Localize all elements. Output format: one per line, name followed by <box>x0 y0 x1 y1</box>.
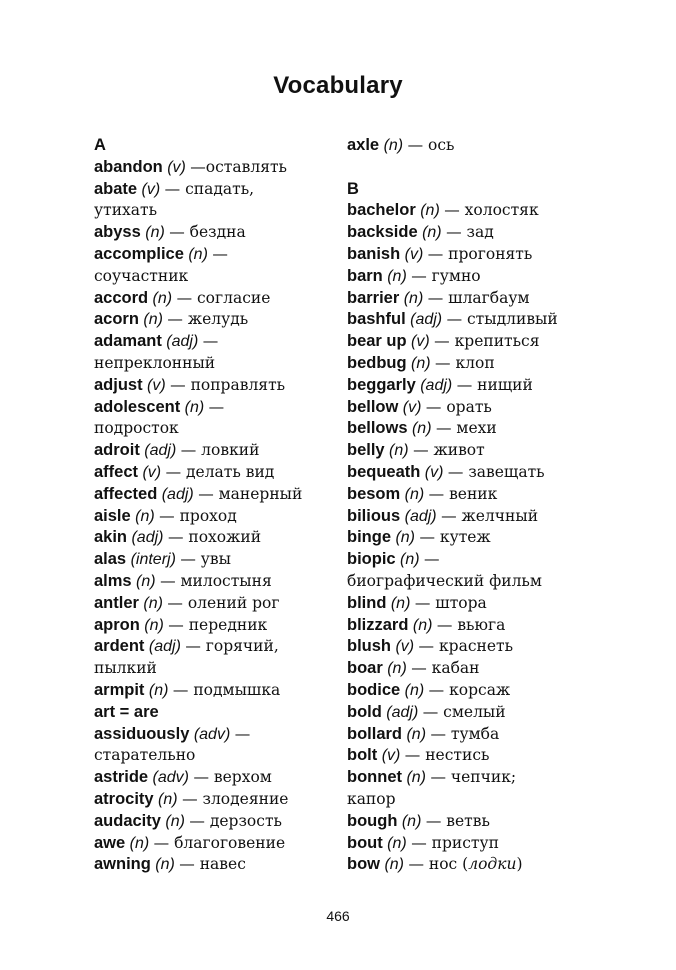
translation: капор <box>347 789 396 808</box>
headword: bellow <box>347 397 399 416</box>
headword: armpit <box>94 680 145 699</box>
translation: — злодеяние <box>182 789 289 808</box>
part-of-speech: (n) <box>139 616 169 634</box>
part-of-speech: (n) <box>382 834 412 852</box>
vocab-line <box>94 157 332 179</box>
headword: bilious <box>347 506 401 525</box>
translation: старательно <box>94 746 196 765</box>
translation: соучастник <box>94 266 189 285</box>
part-of-speech: (v) <box>377 747 405 765</box>
translation: — желчный <box>441 506 539 525</box>
headword: biopic <box>347 550 396 569</box>
vocabulary-column-left <box>94 135 332 876</box>
vocab-line <box>347 615 597 637</box>
vocab-line <box>94 222 332 244</box>
headword: bear up <box>347 332 407 351</box>
vocab-line <box>347 418 597 440</box>
translation: — передник <box>168 615 268 634</box>
headword: adroit <box>94 441 140 460</box>
headword: bollard <box>347 724 403 743</box>
translation: — <box>424 550 440 569</box>
headword: besom <box>347 484 401 503</box>
part-of-speech: (n) <box>138 311 168 329</box>
translation: — манерный <box>198 484 303 503</box>
headword: antler <box>94 593 139 612</box>
part-of-speech: (v) <box>138 463 166 481</box>
headword: awe <box>94 833 126 852</box>
translation: непреклонный <box>94 353 216 372</box>
part-of-speech: (n) <box>417 224 447 242</box>
headword: bodice <box>347 680 401 699</box>
vocab-line <box>94 266 332 288</box>
translation: — шлагбаум <box>427 288 530 307</box>
vocab-line <box>94 615 332 637</box>
vocab-line <box>94 549 332 571</box>
headword: art = are <box>94 702 159 721</box>
translation: — благоговение <box>153 833 286 852</box>
headword: bold <box>347 702 382 721</box>
part-of-speech: (n) <box>408 616 437 634</box>
translation: — бездна <box>169 223 246 242</box>
vocab-line <box>94 397 332 419</box>
vocab-line <box>94 789 332 811</box>
headword: belly <box>347 441 385 460</box>
translation: — чепчик; <box>430 768 517 787</box>
headword: backside <box>347 223 418 242</box>
vocab-line <box>347 135 597 157</box>
translation: — мехи <box>435 419 497 438</box>
headword: B <box>347 179 359 198</box>
headword: axle <box>347 136 380 154</box>
vocab-line <box>94 375 332 397</box>
vocab-line <box>94 506 332 528</box>
part-of-speech: (adv) <box>148 769 194 787</box>
part-of-speech: (n) <box>160 812 190 830</box>
part-of-speech: (adv) <box>189 725 235 743</box>
translation: — завещать <box>447 462 545 481</box>
part-of-speech: (n) <box>384 442 414 460</box>
vocab-line <box>94 527 332 549</box>
translation: — нестись <box>404 746 490 765</box>
translation: — ветвь <box>425 811 490 830</box>
part-of-speech: (n) <box>140 224 170 242</box>
vocab-line <box>347 462 597 484</box>
vocab-line <box>347 724 597 746</box>
part-of-speech: (n) <box>138 594 168 612</box>
page-number: 466 <box>326 908 350 924</box>
part-of-speech: (adj) <box>381 703 423 721</box>
translation: утихать <box>94 201 158 220</box>
vocab-line <box>347 636 597 658</box>
vocab-line <box>94 244 332 266</box>
headword: beggarly <box>347 375 416 394</box>
translation: — штора <box>414 593 487 612</box>
headword: bellows <box>347 419 408 438</box>
vocab-line <box>347 375 597 397</box>
headword: astride <box>94 768 149 787</box>
vocab-line <box>94 353 332 375</box>
translation: — приступ <box>411 833 499 852</box>
part-of-speech: (n) <box>148 289 177 307</box>
translation: — горячий, <box>185 637 279 656</box>
headword: abyss <box>94 223 141 242</box>
vocab-line <box>94 593 332 615</box>
part-of-speech: (adj) <box>400 507 442 525</box>
part-of-speech: (n) <box>144 681 173 699</box>
vocab-line <box>94 724 332 746</box>
headword: alas <box>94 550 127 569</box>
headword: adolescent <box>94 397 181 416</box>
vocab-line <box>347 484 597 506</box>
headword: ardent <box>94 637 145 656</box>
translation: — <box>202 332 219 351</box>
translation: — веник <box>428 484 498 503</box>
headword: assiduously <box>94 724 190 743</box>
vocab-line <box>347 353 597 375</box>
headword: bequeath <box>347 462 421 481</box>
vocabulary-column-right <box>347 135 597 876</box>
part-of-speech: (n) <box>402 769 431 787</box>
part-of-speech: (n) <box>406 354 436 372</box>
vocab-line <box>347 702 597 724</box>
vocab-line <box>94 680 332 702</box>
translation: — зад <box>446 223 494 242</box>
headword: bedbug <box>347 353 407 372</box>
part-of-speech: (n) <box>400 485 429 503</box>
translation: — похожий <box>167 528 262 547</box>
translation: — тумба <box>430 724 500 743</box>
part-of-speech: (v) <box>400 245 428 263</box>
vocab-line <box>347 833 597 855</box>
translation: — краснеть <box>418 637 514 656</box>
vocab-line <box>347 745 597 767</box>
part-of-speech: (n) <box>407 420 436 438</box>
translation: — гумно <box>411 266 481 285</box>
headword: blind <box>347 593 387 612</box>
translation: — орать <box>425 397 492 416</box>
translation: — спадать, <box>164 179 255 198</box>
headword: abandon <box>94 157 163 176</box>
headword: bout <box>347 833 383 852</box>
headword: bonnet <box>347 768 402 787</box>
headword: accomplice <box>94 244 184 263</box>
translation: — подмышка <box>172 680 281 699</box>
vocab-line <box>347 244 597 266</box>
vocab-line <box>347 854 597 876</box>
vocab-line <box>347 266 597 288</box>
translation: — нос ( <box>408 855 469 874</box>
vocab-line <box>94 854 332 876</box>
translation: — живот <box>413 441 485 460</box>
blank-line <box>347 157 597 179</box>
vocab-line <box>347 440 597 462</box>
part-of-speech: (n) <box>130 507 160 525</box>
headword: banish <box>347 244 401 263</box>
part-of-speech: (n) <box>183 245 213 263</box>
translation: — <box>208 397 225 416</box>
translation: — милостыня <box>160 571 272 590</box>
part-of-speech: (adj) <box>157 485 199 503</box>
translation: — крепиться <box>434 332 540 351</box>
part-of-speech: (adj) <box>161 333 203 351</box>
vocab-line <box>347 288 597 310</box>
vocab-line <box>347 593 597 615</box>
vocab-line <box>347 179 597 201</box>
vocab-line <box>94 331 332 353</box>
part-of-speech: (adj) <box>127 529 168 547</box>
part-of-speech: (n) <box>180 398 209 416</box>
vocab-line <box>94 309 332 331</box>
vocab-line <box>347 789 597 811</box>
part-of-speech: (interj) <box>126 551 181 569</box>
vocab-line <box>94 135 332 157</box>
part-of-speech: (n) <box>386 594 415 612</box>
translation: — делать вид <box>165 462 275 481</box>
part-of-speech: (n) <box>150 856 180 874</box>
vocab-line <box>94 179 332 201</box>
translation: — верхом <box>193 768 272 787</box>
part-of-speech: (adj) <box>405 311 447 329</box>
vocab-line <box>94 200 332 222</box>
part-of-speech: (v) <box>406 333 435 351</box>
part-of-speech: (n) <box>400 681 429 699</box>
headword: affected <box>94 484 158 503</box>
headword: awning <box>94 855 151 874</box>
part-of-speech: (n) <box>379 137 408 154</box>
headword: boar <box>347 659 383 678</box>
translation: — ось <box>407 136 455 154</box>
vocab-line <box>94 833 332 855</box>
translation: подросток <box>94 419 179 438</box>
vocab-line <box>94 440 332 462</box>
headword: blizzard <box>347 615 409 634</box>
part-of-speech: (v) <box>142 376 171 394</box>
part-of-speech: (n) <box>397 812 426 830</box>
translation: — ловкий <box>180 441 260 460</box>
vocab-line <box>94 658 332 680</box>
part-of-speech: (n) <box>380 856 409 874</box>
vocab-line <box>94 484 332 506</box>
vocab-line <box>347 549 597 571</box>
headword: binge <box>347 528 391 547</box>
part-of-speech: (v) <box>398 398 426 416</box>
translation: биографический фильм <box>347 571 542 590</box>
part-of-speech: (n) <box>382 660 412 678</box>
part-of-speech: (n) <box>391 529 420 547</box>
translation: — клоп <box>435 353 495 372</box>
translation: — вьюга <box>436 615 506 634</box>
translation: — <box>212 244 228 263</box>
headword: barn <box>347 266 383 285</box>
headword: akin <box>94 528 128 547</box>
vocab-line <box>94 767 332 789</box>
translation: — проход <box>159 506 237 525</box>
translation: — кабан <box>411 659 480 678</box>
translation: — холостяк <box>444 201 539 220</box>
headword: bashful <box>347 310 406 329</box>
part-of-speech: (n) <box>131 572 161 590</box>
vocab-line <box>94 571 332 593</box>
headword: alms <box>94 571 132 590</box>
vocab-line <box>94 702 332 724</box>
translation: — дерзость <box>189 811 282 830</box>
headword: apron <box>94 615 140 634</box>
vocab-line <box>347 222 597 244</box>
translation: ) <box>516 855 523 874</box>
part-of-speech: (n) <box>125 834 154 852</box>
vocab-line <box>347 658 597 680</box>
part-of-speech: (n) <box>382 267 412 285</box>
headword: bachelor <box>347 201 416 220</box>
part-of-speech: (n) <box>399 289 428 307</box>
headword: affect <box>94 462 139 481</box>
headword: adjust <box>94 375 143 394</box>
translation: — поправлять <box>170 375 286 394</box>
translation: — желудь <box>167 310 249 329</box>
vocab-line <box>347 680 597 702</box>
headword: atrocity <box>94 789 154 808</box>
vocab-line <box>347 811 597 833</box>
headword: bow <box>347 855 380 874</box>
translation: — олений рог <box>167 593 280 612</box>
vocab-line <box>347 397 597 419</box>
headword: aisle <box>94 506 131 525</box>
vocab-line <box>94 462 332 484</box>
part-of-speech: (v) <box>162 158 191 176</box>
vocab-line <box>347 767 597 789</box>
headword: accord <box>94 288 149 307</box>
headword: bolt <box>347 746 378 765</box>
headword: acorn <box>94 310 139 329</box>
vocab-line <box>347 331 597 353</box>
translation: — нищий <box>456 375 533 394</box>
translation: — стыдливый <box>446 310 558 329</box>
translation: — навес <box>179 855 246 874</box>
vocab-line <box>94 811 332 833</box>
part-of-speech: (v) <box>137 180 165 198</box>
headword: bough <box>347 811 398 830</box>
headword: blush <box>347 637 391 656</box>
headword: abate <box>94 179 138 198</box>
part-of-speech: (n) <box>415 202 445 220</box>
vocab-line <box>347 309 597 331</box>
vocab-line <box>347 527 597 549</box>
headword: barrier <box>347 288 400 307</box>
part-of-speech: (adj) <box>139 442 181 460</box>
translation-italic: лодки <box>468 855 517 874</box>
translation: пылкий <box>94 659 157 678</box>
headword: A <box>94 136 106 154</box>
vocab-line <box>94 636 332 658</box>
vocab-line <box>94 288 332 310</box>
translation: — прогонять <box>427 244 533 263</box>
part-of-speech: (n) <box>395 551 425 569</box>
vocab-line <box>347 571 597 593</box>
translation: —оставлять <box>190 157 287 176</box>
vocab-line <box>347 200 597 222</box>
translation: — согласие <box>176 288 271 307</box>
translation: — кутеж <box>419 528 491 547</box>
translation: — <box>234 724 251 743</box>
part-of-speech: (n) <box>402 725 431 743</box>
vocab-line <box>347 506 597 528</box>
part-of-speech: (adj) <box>415 376 457 394</box>
vocab-line <box>94 418 332 440</box>
part-of-speech: (v) <box>391 638 419 656</box>
translation: — смелый <box>422 702 506 721</box>
part-of-speech: (adj) <box>144 638 186 656</box>
translation: — корсаж <box>428 680 511 699</box>
page-title: Vocabulary <box>273 72 403 99</box>
vocab-line <box>94 745 332 767</box>
part-of-speech: (v) <box>420 463 448 481</box>
headword: adamant <box>94 332 162 351</box>
headword: audacity <box>94 811 161 830</box>
translation: — увы <box>180 550 231 569</box>
part-of-speech: (n) <box>153 790 183 808</box>
